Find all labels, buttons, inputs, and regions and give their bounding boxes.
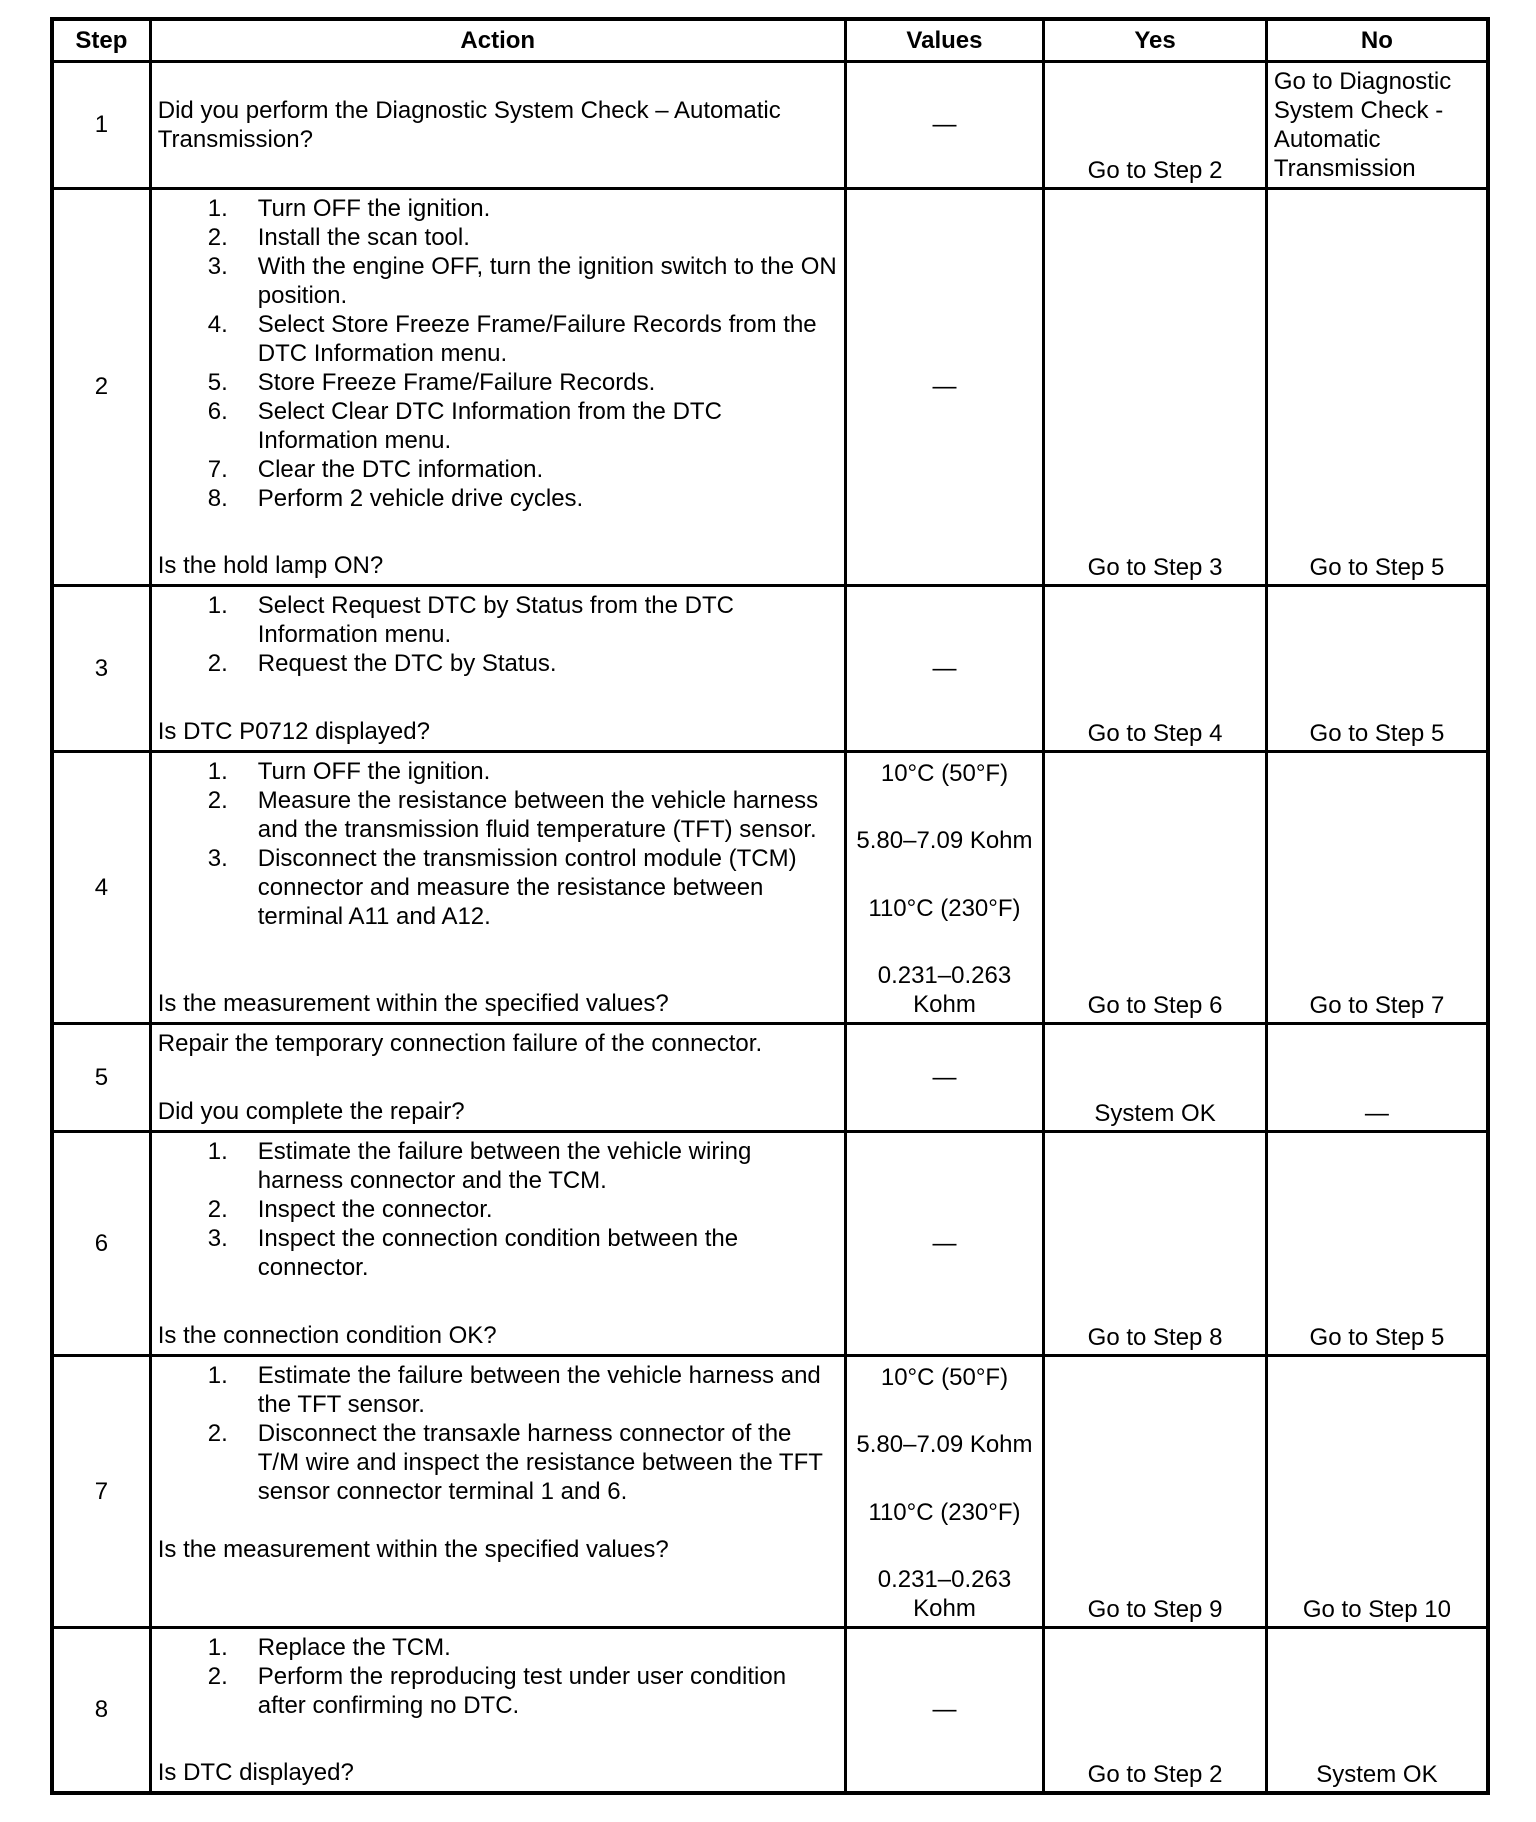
resistance-high: 0.231–0.263 Kohm bbox=[877, 1566, 1012, 1623]
temperature-high: 110°C (230°F) bbox=[868, 1498, 1021, 1526]
question-text: Did you complete the repair? bbox=[157, 1097, 465, 1125]
action-steps-list bbox=[158, 591, 838, 678]
action-cell bbox=[150, 751, 845, 1023]
list-item: 2. Install the scan tool. bbox=[207, 223, 470, 251]
temperature-low: 10°C (50°F) bbox=[880, 1363, 1009, 1391]
list-item: 5. Store Freeze Frame/Failure Records. bbox=[207, 368, 656, 396]
question-text: Is the measurement within the specified values? bbox=[157, 989, 669, 1017]
question-text: Is the hold lamp ON? bbox=[157, 551, 384, 579]
table-row bbox=[52, 751, 1488, 1023]
action-cell bbox=[150, 188, 845, 585]
values-cell: — bbox=[845, 188, 1044, 585]
no-cell: Go to Step 5 bbox=[1266, 1131, 1488, 1355]
list-item: 2. Measure the resistance between the vehicle harness and the transmission fluid temperature (TFT) sensor. bbox=[207, 786, 819, 843]
action-steps-list bbox=[158, 1633, 838, 1720]
no-cell: Go to Step 5 bbox=[1266, 188, 1488, 585]
diagnostic-table bbox=[50, 17, 1490, 1795]
no-cell: — bbox=[1266, 1023, 1488, 1131]
table-row bbox=[52, 61, 1488, 188]
step-number: 6 bbox=[52, 1131, 150, 1355]
yes-cell: Go to Step 6 bbox=[1044, 751, 1267, 1023]
no-cell: Go to Step 5 bbox=[1266, 585, 1488, 751]
table-row bbox=[52, 1355, 1488, 1627]
no-cell: Go to Step 10 bbox=[1266, 1355, 1488, 1627]
table-row bbox=[52, 188, 1488, 585]
values-cell bbox=[845, 1355, 1044, 1627]
yes-cell: Go to Step 8 bbox=[1044, 1131, 1267, 1355]
action-cell bbox=[150, 1627, 845, 1793]
action-cell bbox=[150, 1355, 845, 1627]
question-text: Is the connection condition OK? bbox=[157, 1321, 497, 1349]
table-row bbox=[52, 1627, 1488, 1793]
step-number: 7 bbox=[52, 1355, 150, 1627]
list-item: 3. Inspect the connection condition between the connector. bbox=[207, 1224, 739, 1281]
list-item: 1. Select Request DTC by Status from the DTC Information menu. bbox=[207, 591, 734, 648]
header-values: Values bbox=[845, 19, 1044, 61]
header-step: Step bbox=[52, 19, 150, 61]
resistance-high: 0.231–0.263 Kohm bbox=[877, 962, 1012, 1019]
temperature-high: 110°C (230°F) bbox=[868, 894, 1021, 922]
list-item: 3. Disconnect the transmission control module (TCM) connector and measure the resistance between terminal A11 and A12. bbox=[207, 844, 797, 930]
action-text: Did you perform the Diagnostic System Check – Automatic Transmission? bbox=[157, 96, 781, 153]
values-cell: — bbox=[845, 61, 1044, 188]
yes-cell: Go to Step 2 bbox=[1044, 1627, 1267, 1793]
list-item: 1. Turn OFF the ignition. bbox=[207, 757, 491, 785]
no-cell: Go to Step 7 bbox=[1266, 751, 1488, 1023]
action-steps-list bbox=[158, 1137, 838, 1282]
list-item: 4. Select Store Freeze Frame/Failure Records from the DTC Information menu. bbox=[207, 310, 817, 367]
table-row bbox=[52, 1023, 1488, 1131]
action-cell bbox=[150, 1023, 845, 1131]
header-action: Action bbox=[150, 19, 845, 61]
action-text: Repair the temporary connection failure of the connector. bbox=[157, 1029, 763, 1057]
action-cell bbox=[150, 1131, 845, 1355]
no-cell: System OK bbox=[1266, 1627, 1488, 1793]
list-item: 1. Replace the TCM. bbox=[207, 1633, 451, 1661]
list-item: 3. With the engine OFF, turn the ignition switch to the ON position. bbox=[207, 252, 837, 309]
list-item: 1. Estimate the failure between the vehicle harness and the TFT sensor. bbox=[207, 1361, 821, 1418]
yes-cell: Go to Step 3 bbox=[1044, 188, 1267, 585]
yes-cell: System OK bbox=[1044, 1023, 1267, 1131]
question-text: Is DTC displayed? bbox=[157, 1759, 354, 1786]
yes-cell: Go to Step 9 bbox=[1044, 1355, 1267, 1627]
resistance-low: 5.80–7.09 Kohm bbox=[856, 827, 1033, 855]
step-number: 3 bbox=[52, 585, 150, 751]
header-yes: Yes bbox=[1044, 19, 1267, 61]
no-cell: Go to Diagnostic System Check - Automatic Transmission bbox=[1266, 61, 1488, 188]
question-text: Is DTC P0712 displayed? bbox=[157, 717, 430, 745]
action-steps-list bbox=[158, 1361, 838, 1506]
values-cell bbox=[845, 751, 1044, 1023]
list-item: 2. Disconnect the transaxle harness connector of the T/M wire and inspect the resistance between the TFT sensor connector terminal 1 and 6. bbox=[207, 1419, 823, 1505]
question-text: Is the measurement within the specified values? bbox=[157, 1535, 669, 1563]
header-row bbox=[52, 19, 1488, 61]
step-number: 8 bbox=[52, 1627, 150, 1793]
yes-cell: Go to Step 2 bbox=[1044, 61, 1267, 188]
step-number: 4 bbox=[52, 751, 150, 1023]
list-item: 6. Select Clear DTC Information from the DTC Information menu. bbox=[207, 397, 722, 454]
list-item: 1. Turn OFF the ignition. bbox=[207, 194, 491, 222]
values-cell: — bbox=[845, 1023, 1044, 1131]
list-item: 2. Request the DTC by Status. bbox=[207, 649, 557, 677]
list-item: 7. Clear the DTC information. bbox=[207, 455, 544, 483]
table-row bbox=[52, 585, 1488, 751]
step-number: 2 bbox=[52, 188, 150, 585]
list-item: 1. Estimate the failure between the vehicle wiring harness connector and the TCM. bbox=[207, 1137, 752, 1194]
step-number: 5 bbox=[52, 1023, 150, 1131]
action-steps-list bbox=[158, 194, 838, 513]
list-item: 2. Perform the reproducing test under user condition after confirming no DTC. bbox=[207, 1662, 787, 1719]
yes-cell: Go to Step 4 bbox=[1044, 585, 1267, 751]
list-item: 8. Perform 2 vehicle drive cycles. bbox=[207, 484, 584, 512]
action-cell bbox=[150, 585, 845, 751]
values-cell: — bbox=[845, 1131, 1044, 1355]
table-row bbox=[52, 1131, 1488, 1355]
values-cell: — bbox=[845, 585, 1044, 751]
step-number: 1 bbox=[52, 61, 150, 188]
values-cell: — bbox=[845, 1627, 1044, 1793]
header-no: No bbox=[1266, 19, 1488, 61]
action-cell bbox=[150, 61, 845, 188]
list-item: 2. Inspect the connector. bbox=[207, 1195, 493, 1223]
resistance-low: 5.80–7.09 Kohm bbox=[856, 1431, 1033, 1459]
temperature-low: 10°C (50°F) bbox=[880, 759, 1009, 787]
action-steps-list bbox=[158, 757, 838, 931]
